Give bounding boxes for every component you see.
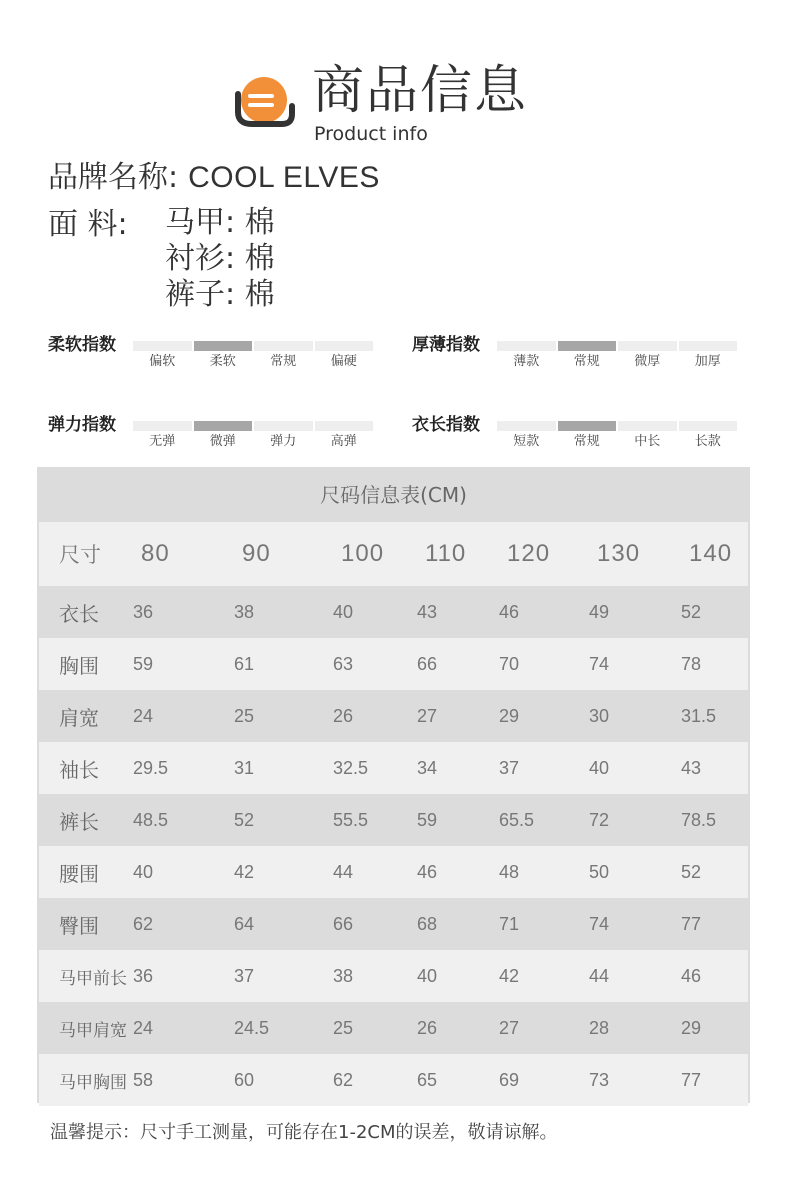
page-title: 商品信息 xyxy=(312,61,529,121)
table-cell: 34 xyxy=(417,757,438,778)
row-label: 马甲胸围 xyxy=(59,1072,127,1093)
measurement-note: 温馨提示：尺寸手工测量，可能存在1-2CM的误差，敬请谅解。 xyxy=(50,1122,558,1143)
table-row xyxy=(39,690,748,742)
index-bar xyxy=(254,421,313,431)
table-cell: 31.5 xyxy=(681,705,717,726)
table-cell: 66 xyxy=(333,913,354,934)
size-header-cell: 140 xyxy=(689,540,733,567)
size-header-cell: 130 xyxy=(597,540,641,567)
table-cell: 48 xyxy=(499,861,520,882)
elasticity-index-label: 弹力指数 xyxy=(48,415,116,435)
table-cell: 24 xyxy=(133,705,154,726)
table-cell: 26 xyxy=(333,705,354,726)
table-cell: 44 xyxy=(333,861,354,882)
brand-value: COOL ELVES xyxy=(188,161,380,194)
table-row xyxy=(39,1054,748,1106)
brand-label: 品牌名称: xyxy=(48,160,179,195)
table-cell: 30 xyxy=(589,705,610,726)
table-row xyxy=(39,586,748,638)
index-option: 中长 xyxy=(634,434,661,449)
thickness-index xyxy=(412,333,752,383)
index-bar xyxy=(497,421,556,431)
index-bar xyxy=(133,421,192,431)
thickness-index-label: 厚薄指数 xyxy=(412,335,480,355)
index-bar xyxy=(679,341,738,351)
table-row xyxy=(39,898,748,950)
thickness-index-bars xyxy=(497,341,737,351)
material-item-shirt: 衬衫: 棉 xyxy=(165,241,275,276)
index-option: 长款 xyxy=(694,434,721,449)
index-option: 柔软 xyxy=(209,354,236,369)
table-cell: 62 xyxy=(133,913,154,934)
table-row xyxy=(39,638,748,690)
size-table-title: 尺码信息表(CM) xyxy=(39,469,748,522)
material-list xyxy=(165,205,275,313)
table-cell: 37 xyxy=(499,757,520,778)
index-bar-selected xyxy=(558,421,617,431)
size-header-label: 尺寸 xyxy=(59,543,101,567)
size-header-cell: 90 xyxy=(242,540,271,567)
table-cell: 66 xyxy=(417,653,438,674)
table-cell: 71 xyxy=(499,913,520,934)
row-label: 胸围 xyxy=(59,653,99,678)
table-cell: 31 xyxy=(234,757,255,778)
table-cell: 24 xyxy=(133,1017,154,1038)
table-cell: 24.5 xyxy=(234,1017,270,1038)
softness-index xyxy=(48,333,388,383)
table-cell: 52 xyxy=(681,601,702,622)
table-cell: 64 xyxy=(234,913,255,934)
table-cell: 50 xyxy=(589,861,610,882)
table-cell: 65 xyxy=(417,1069,438,1090)
table-cell: 46 xyxy=(681,965,702,986)
index-bar xyxy=(618,341,677,351)
product-info-header xyxy=(228,58,568,153)
index-option: 无弹 xyxy=(149,434,176,449)
table-cell: 40 xyxy=(333,601,354,622)
row-label: 衣长 xyxy=(59,601,99,626)
table-cell: 25 xyxy=(234,705,255,726)
table-cell: 40 xyxy=(417,965,438,986)
material-item-pants: 裤子: 棉 xyxy=(165,277,275,312)
index-option: 常规 xyxy=(573,354,600,369)
table-cell: 78.5 xyxy=(681,809,717,830)
table-cell: 26 xyxy=(417,1017,438,1038)
index-option: 高弹 xyxy=(330,434,357,449)
table-cell: 52 xyxy=(234,809,255,830)
table-cell: 58 xyxy=(133,1069,154,1090)
table-cell: 74 xyxy=(589,913,610,934)
table-cell: 74 xyxy=(589,653,610,674)
table-cell: 32.5 xyxy=(333,757,369,778)
table-cell: 60 xyxy=(234,1069,255,1090)
elasticity-index-bars xyxy=(133,421,373,431)
size-table-body xyxy=(39,586,748,1106)
table-row xyxy=(39,794,748,846)
softness-index-label: 柔软指数 xyxy=(48,335,116,355)
index-option: 微弹 xyxy=(209,434,236,449)
index-bar-selected xyxy=(194,421,253,431)
row-label: 肩宽 xyxy=(59,705,99,730)
table-cell: 68 xyxy=(417,913,438,934)
table-cell: 43 xyxy=(417,601,438,622)
brand-row xyxy=(48,158,380,198)
row-label: 腰围 xyxy=(59,861,99,886)
index-option: 偏软 xyxy=(149,354,176,369)
softness-index-bars xyxy=(133,341,373,351)
table-cell: 62 xyxy=(333,1069,354,1090)
table-cell: 55.5 xyxy=(333,809,369,830)
elasticity-index xyxy=(48,413,388,463)
table-cell: 28 xyxy=(589,1017,610,1038)
table-cell: 36 xyxy=(133,601,154,622)
table-cell: 27 xyxy=(499,1017,520,1038)
table-cell: 72 xyxy=(589,809,610,830)
table-cell: 44 xyxy=(589,965,610,986)
size-header-cell: 120 xyxy=(507,540,551,567)
index-bar xyxy=(618,421,677,431)
table-cell: 59 xyxy=(133,653,154,674)
table-cell: 37 xyxy=(234,965,255,986)
index-bar xyxy=(254,341,313,351)
table-cell: 70 xyxy=(499,653,520,674)
index-bar xyxy=(315,341,374,351)
table-cell: 42 xyxy=(234,861,255,882)
table-cell: 29 xyxy=(499,705,520,726)
table-cell: 29.5 xyxy=(133,757,169,778)
table-cell: 40 xyxy=(589,757,610,778)
index-bar-selected xyxy=(558,341,617,351)
table-cell: 52 xyxy=(681,861,702,882)
material-label: 面 料: xyxy=(48,207,128,242)
length-index xyxy=(412,413,752,463)
table-cell: 36 xyxy=(133,965,154,986)
size-table-header-row xyxy=(39,522,748,586)
table-cell: 78 xyxy=(681,653,702,674)
table-cell: 77 xyxy=(681,913,702,934)
index-option: 薄款 xyxy=(513,354,540,369)
table-cell: 77 xyxy=(681,1069,702,1090)
material-item-vest: 马甲: 棉 xyxy=(165,205,275,240)
table-cell: 65.5 xyxy=(499,809,535,830)
index-option: 加厚 xyxy=(694,354,721,369)
index-option: 常规 xyxy=(573,434,600,449)
table-cell: 46 xyxy=(499,601,520,622)
table-cell: 42 xyxy=(499,965,520,986)
product-info-logo-icon xyxy=(230,72,300,132)
table-cell: 46 xyxy=(417,861,438,882)
table-row xyxy=(39,1002,748,1054)
index-bar xyxy=(315,421,374,431)
index-option: 弹力 xyxy=(270,434,297,449)
table-cell: 25 xyxy=(333,1017,354,1038)
index-bar xyxy=(679,421,738,431)
length-index-bars xyxy=(497,421,737,431)
table-row xyxy=(39,950,748,1002)
size-header-cell: 100 xyxy=(341,540,385,567)
row-label: 袖长 xyxy=(59,757,99,782)
table-row xyxy=(39,846,748,898)
size-header-cell: 110 xyxy=(425,540,467,567)
table-cell: 38 xyxy=(333,965,354,986)
table-cell: 48.5 xyxy=(133,809,169,830)
table-cell: 73 xyxy=(589,1069,610,1090)
index-bar-selected xyxy=(194,341,253,351)
index-option: 偏硬 xyxy=(330,354,357,369)
row-label: 马甲前长 xyxy=(59,968,127,989)
table-cell: 29 xyxy=(681,1017,702,1038)
index-option: 常规 xyxy=(270,354,297,369)
row-label: 裤长 xyxy=(59,809,99,834)
size-header-cell: 80 xyxy=(141,540,170,567)
index-bar xyxy=(133,341,192,351)
row-label: 马甲肩宽 xyxy=(59,1020,127,1041)
table-cell: 40 xyxy=(133,861,154,882)
table-cell: 38 xyxy=(234,601,255,622)
index-option: 短款 xyxy=(513,434,540,449)
index-option: 微厚 xyxy=(634,354,661,369)
table-cell: 49 xyxy=(589,601,610,622)
table-row xyxy=(39,742,748,794)
table-cell: 59 xyxy=(417,809,438,830)
table-cell: 61 xyxy=(234,653,255,674)
index-bar xyxy=(497,341,556,351)
row-label: 臀围 xyxy=(59,913,99,938)
length-index-label: 衣长指数 xyxy=(412,415,480,435)
page-subtitle: Product info xyxy=(314,123,428,145)
table-cell: 43 xyxy=(681,757,702,778)
table-cell: 27 xyxy=(417,705,438,726)
table-cell: 69 xyxy=(499,1069,520,1090)
table-cell: 63 xyxy=(333,653,354,674)
size-table xyxy=(37,467,750,1103)
